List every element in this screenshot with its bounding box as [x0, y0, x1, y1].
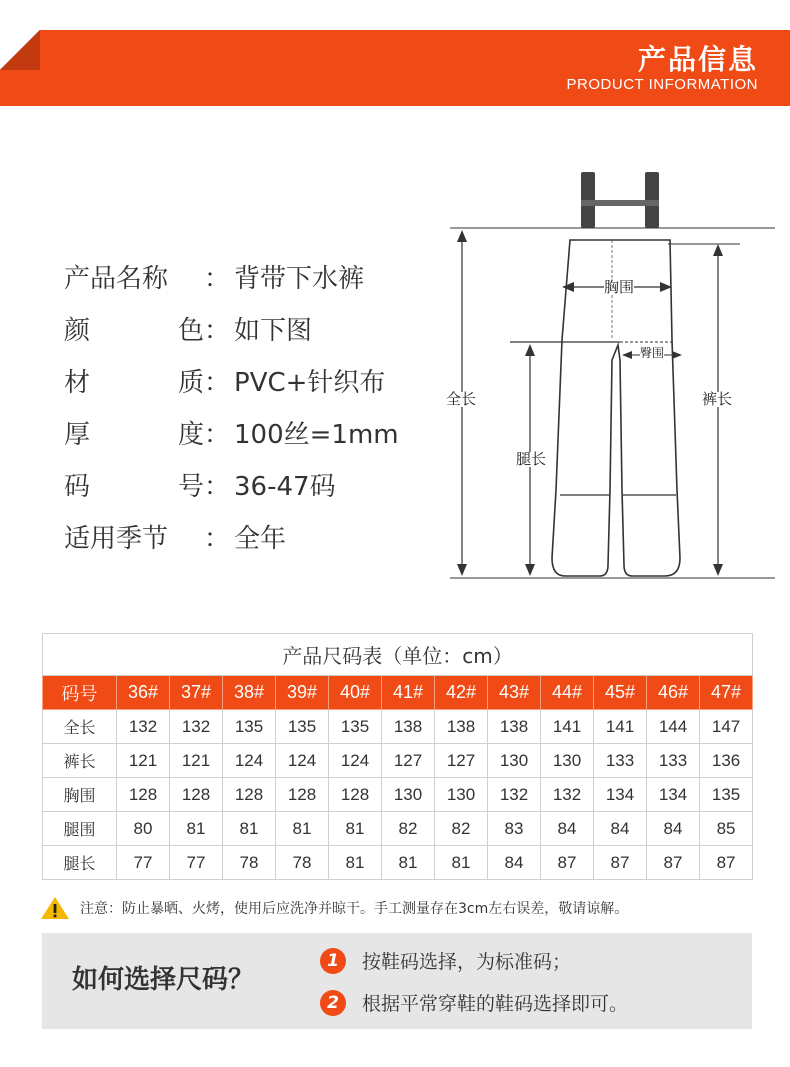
- size-header-cell: 43#: [488, 676, 541, 710]
- size-table-cell: 87: [541, 846, 594, 880]
- info-value: 全年: [234, 523, 287, 554]
- size-table-cell: 127: [435, 744, 488, 778]
- size-table-row: [43, 812, 753, 846]
- how-to-choose-panel: [42, 933, 752, 1029]
- info-value: PVC+针织布: [234, 367, 386, 398]
- notice-text: 注意：防止暴晒、火烤，使用后应洗净并晾干。手工测量存在3cm左右误差，敬请谅解。: [80, 901, 629, 917]
- size-table-cell: 135: [276, 710, 329, 744]
- size-table-cell: 128: [276, 778, 329, 812]
- size-table-cell: 87: [647, 846, 700, 880]
- chest-label: 胸围: [604, 278, 635, 296]
- size-row-label: 胸围: [43, 778, 117, 812]
- size-table-cell: 81: [329, 812, 382, 846]
- size-table-cell: 134: [647, 778, 700, 812]
- size-table-cell: 87: [594, 846, 647, 880]
- size-table-cell: 83: [488, 812, 541, 846]
- info-key: 适用季节: [64, 523, 169, 554]
- size-table-body: [43, 710, 753, 880]
- size-table-cell: 124: [276, 744, 329, 778]
- size-table-cell: 121: [117, 744, 170, 778]
- info-value: 如下图: [234, 315, 313, 346]
- size-table-row: [43, 710, 753, 744]
- thigh-label: 臀围: [640, 346, 665, 360]
- size-table-cell: 128: [223, 778, 276, 812]
- size-table-cell: 138: [488, 710, 541, 744]
- size-table-cell: 132: [541, 778, 594, 812]
- size-table-caption: 产品尺码表（单位：cm）: [43, 634, 753, 676]
- info-key: 产品名称: [64, 263, 169, 294]
- size-row-label: 裤长: [43, 744, 117, 778]
- how-to-item: [320, 989, 628, 1016]
- size-table-cell: 81: [329, 846, 382, 880]
- size-table-cell: 133: [647, 744, 700, 778]
- size-header-cell: 47#: [700, 676, 753, 710]
- size-header-label: 码号: [43, 676, 117, 710]
- size-table-cell: 134: [594, 778, 647, 812]
- size-table-cell: 141: [541, 710, 594, 744]
- info-key: 材 质: [64, 367, 204, 398]
- size-table-cell: 136: [700, 744, 753, 778]
- size-table-cell: 87: [700, 846, 753, 880]
- size-header-cell: 44#: [541, 676, 594, 710]
- size-table-row: [43, 744, 753, 778]
- size-table-cell: 84: [488, 846, 541, 880]
- size-table-cell: 124: [329, 744, 382, 778]
- size-table-cell: 81: [223, 812, 276, 846]
- info-row-size: 码 号 ： 36-47码: [64, 458, 404, 510]
- size-table-cell: 78: [276, 846, 329, 880]
- info-row-material: 材 质 ： PVC+针织布: [64, 354, 404, 406]
- size-table-cell: 84: [541, 812, 594, 846]
- warning-icon: [40, 896, 70, 920]
- care-notice: [40, 895, 770, 921]
- size-header-cell: 45#: [594, 676, 647, 710]
- size-table-cell: 132: [170, 710, 223, 744]
- banner-subtitle: PRODUCT INFORMATION: [566, 76, 758, 93]
- info-key: 码 号: [64, 471, 204, 502]
- size-header-cell: 38#: [223, 676, 276, 710]
- size-table-cell: 81: [435, 846, 488, 880]
- size-table-cell: 128: [117, 778, 170, 812]
- size-table-cell: 130: [435, 778, 488, 812]
- size-header-cell: 36#: [117, 676, 170, 710]
- product-info-list: [64, 250, 404, 562]
- full-length-label: 全长: [446, 390, 477, 408]
- size-table-cell: 130: [382, 778, 435, 812]
- size-row-label: 全长: [43, 710, 117, 744]
- size-table-cell: 135: [329, 710, 382, 744]
- info-value: 36-47码: [234, 471, 336, 502]
- size-table-cell: 135: [223, 710, 276, 744]
- size-header-cell: 42#: [435, 676, 488, 710]
- size-table-row: [43, 778, 753, 812]
- size-row-label: 腿长: [43, 846, 117, 880]
- info-row-name: 产品名称 ： 背带下水裤: [64, 250, 404, 302]
- size-table-cell: 133: [594, 744, 647, 778]
- size-table-cell: 81: [276, 812, 329, 846]
- info-row-season: 适用季节 ： 全年: [64, 510, 404, 562]
- leg-length-label: 腿长: [516, 450, 547, 468]
- size-table-cell: 138: [435, 710, 488, 744]
- how-to-choose-title: 如何选择尺码？: [72, 965, 255, 995]
- size-table-cell: 85: [700, 812, 753, 846]
- info-key: 厚 度: [64, 419, 204, 450]
- size-table-row: [43, 846, 753, 880]
- size-table-cell: 127: [382, 744, 435, 778]
- size-table-cell: 141: [594, 710, 647, 744]
- banner-fold-corner: [0, 30, 40, 70]
- info-value: 100丝=1mm: [234, 419, 399, 450]
- size-table-cell: 78: [223, 846, 276, 880]
- pants-length-label: 裤长: [702, 390, 733, 408]
- size-table-cell: 84: [647, 812, 700, 846]
- info-row-thickness: 厚 度 ： 100丝=1mm: [64, 406, 404, 458]
- wader-outline-image: [440, 160, 780, 600]
- how-to-item: [320, 947, 571, 974]
- size-table-cell: 77: [170, 846, 223, 880]
- size-table-cell: 121: [170, 744, 223, 778]
- size-table-cell: 132: [488, 778, 541, 812]
- how-to-item-text: 根据平常穿鞋的鞋码选择即可。: [362, 993, 629, 1015]
- size-table-cell: 135: [700, 778, 753, 812]
- size-row-label: 腿围: [43, 812, 117, 846]
- size-table-cell: 138: [382, 710, 435, 744]
- size-table-cell: 124: [223, 744, 276, 778]
- banner-title: 产品信息: [637, 43, 758, 76]
- size-table: [42, 633, 753, 880]
- size-table-cell: 144: [647, 710, 700, 744]
- size-header-cell: 46#: [647, 676, 700, 710]
- size-header-cell: 41#: [382, 676, 435, 710]
- size-table-cell: 130: [488, 744, 541, 778]
- size-table-cell: 80: [117, 812, 170, 846]
- wader-diagram: [440, 160, 780, 600]
- size-table-cell: 82: [435, 812, 488, 846]
- size-header-cell: 40#: [329, 676, 382, 710]
- size-table-cell: 130: [541, 744, 594, 778]
- size-table-cell: 84: [594, 812, 647, 846]
- size-table-cell: 128: [329, 778, 382, 812]
- step-number-badge: 2: [320, 990, 346, 1016]
- size-table-cell: 82: [382, 812, 435, 846]
- size-header-cell: 37#: [170, 676, 223, 710]
- size-table-cell: 132: [117, 710, 170, 744]
- how-to-item-text: 按鞋码选择，为标准码；: [362, 951, 572, 973]
- info-value: 背带下水裤: [234, 263, 365, 294]
- size-table-cell: 81: [170, 812, 223, 846]
- info-key: 颜 色: [64, 315, 204, 346]
- step-number-badge: 1: [320, 948, 346, 974]
- size-table-cell: 81: [382, 846, 435, 880]
- size-table-cell: 77: [117, 846, 170, 880]
- size-header-cell: 39#: [276, 676, 329, 710]
- size-table-cell: 147: [700, 710, 753, 744]
- size-header-row: [43, 676, 753, 710]
- info-row-color: 颜 色 ： 如下图: [64, 302, 404, 354]
- size-table-cell: 128: [170, 778, 223, 812]
